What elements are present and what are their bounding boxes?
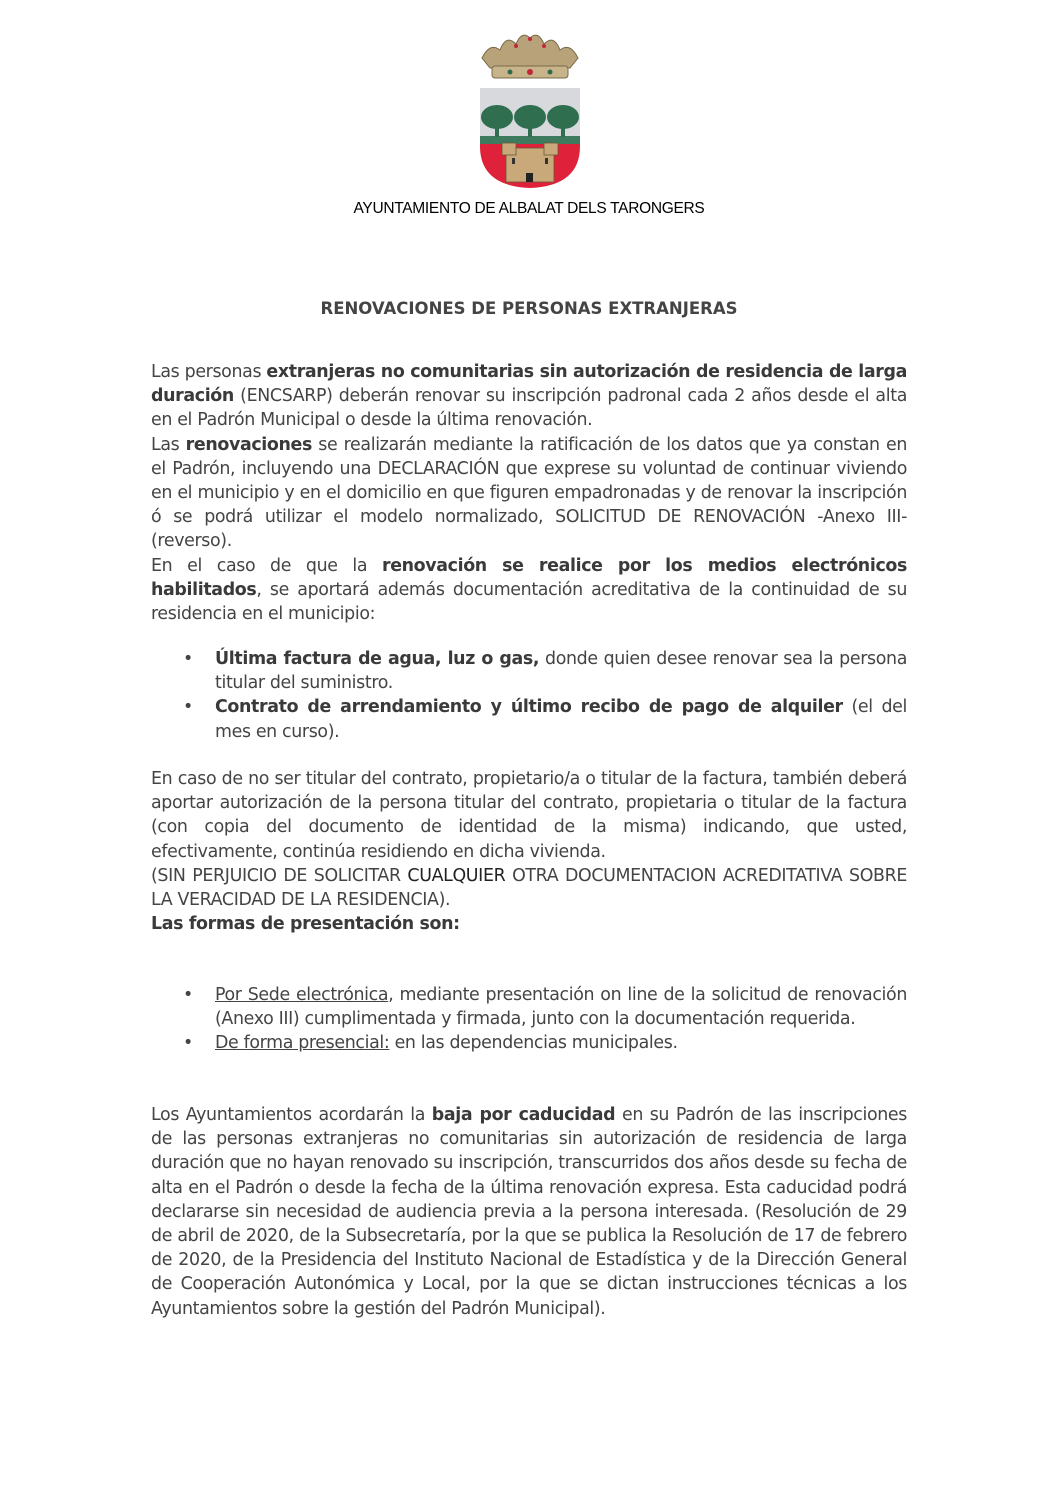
list-item: • Contrato de arrendamiento y último recibo de pago de alquiler (el del mes en curso). [183,697,907,742]
presentation-list [151,983,907,1056]
bullet-icon: • [183,985,193,1005]
organization-name: AYUNTAMIENTO DE ALBALAT DELS TARONGERS [353,200,705,217]
list-item: • De forma presencial: en las dependencias municipales. [151,1031,907,1055]
document-title: RENOVACIONES DE PERSONAS EXTRANJERAS [320,299,738,318]
documents-list [151,647,907,744]
documents-list-section [151,647,907,744]
shield-icon [480,88,580,188]
bullet-icon: • [183,697,193,718]
sede-electronica-link: Por Sede electrónica [215,985,389,1005]
bullet-icon: • [183,1033,193,1054]
authorization-paragraph: En caso de no ser titular del contrato, propietario/a o titular de la factura, también deberá aportar autorización de la persona titular del contrato, propietaria o titular de la factura (con copia del documento de identidad de la misma) indicando, que usted, efectivamente, continúa residiendo en dicha vivienda. [151,769,907,862]
forms-heading: Las formas de presentación son: [151,914,460,935]
crown-icon [482,35,578,78]
intro-paragraph-1: Las personas extranjeras no comunitarias sin autorización de residencia de larga duración (ENCSARP) deberán renovar su inscripción padronal cada 2 años desde el alta en el Padrón Municipal o desde la última renovación. [151,362,907,431]
coat-of-arms-icon [470,28,590,193]
list-item: • Por Sede electrónica, mediante presentación on line de la solicitud de renovación (Anexo III) cumplimentada y firmada, junto con la documentación requerida. [183,985,907,1030]
disclaimer-paragraph: (SIN PERJUICIO DE SOLICITAR CUALQUIER OTRA DOCUMENTACION ACREDITATIVA SOBRE LA VERACIDAD DE LA RESIDENCIA). [151,865,907,911]
authorization-section [151,767,907,936]
closing-paragraph: Los Ayuntamientos acordarán la baja por caducidad en su Padrón de las inscripciones de las personas extranjeras no comunitarias sin autorización de residencia de larga duración que no hayan renovado su inscripción, transcurridos dos años desde su fecha de alta en el Padrón o desde la fecha de la última renovación expresa. Esta caducidad podrá declararse sin necesidad de audiencia previa a la persona interesada. (Resolución de 29 de abril de 2020, de la Subsecretaría, por la que se publica la Resolución de 17 de febrero de 2020, de la Presidencia del Instituto Nacional de Estadística y de la Dirección General de Cooperación Autonómica y Local, por la que se dictan instrucciones técnicas a los Ayuntamientos sobre la gestión del Padrón Municipal). [151,1105,907,1319]
closing-section [151,1103,907,1321]
bullet-icon: • [183,649,193,669]
list-item: • Última factura de agua, luz o gas, donde quien desee renovar sea la persona titular del suministro. [183,649,907,694]
intro-paragraph-3: En el caso de que la renovación se realice por los medios electrónicos habilitados, se aportará además documentación acreditativa de la continuidad de su residencia en el municipio: [151,555,907,625]
presentation-list-section [151,983,907,1056]
intro-section [151,360,907,626]
intro-paragraph-2: Las renovaciones se realizarán mediante la ratificación de los datos que ya constan en el Padrón, incluyendo una DECLARACIÓN que exprese su voluntad de continuar viviendo en el municipio y en el domicilio en que figuren empadronadas y de renovar la inscripción ó se podrá utilizar el modelo normalizado, SOLICITUD DE RENOVACIÓN -Anexo III- (reverso). [151,434,907,552]
